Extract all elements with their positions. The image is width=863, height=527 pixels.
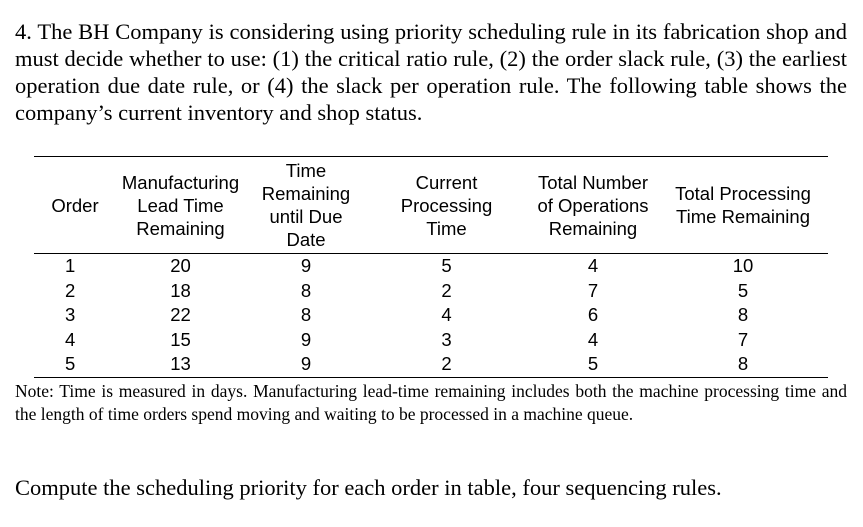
header-time-until-due: Time Remaining until Due Date bbox=[261, 160, 351, 250]
cell-current-processing-time: 2 bbox=[441, 353, 452, 374]
table-header-row bbox=[34, 157, 828, 254]
cell-operations-remaining: 7 bbox=[587, 279, 599, 301]
cell-order: 5 bbox=[65, 353, 76, 374]
cell-total-processing-time: 8 bbox=[737, 353, 749, 374]
cell-order: 4 bbox=[65, 328, 76, 350]
cell-lead-time: 20 bbox=[170, 255, 191, 276]
cell-lead-time: 13 bbox=[170, 353, 191, 374]
cell-current-processing-time: 3 bbox=[441, 328, 452, 350]
table-note: Note: Time is measured in days. Manufacturing lead-time remaining includes both the machine processing time and the length of time orders spend moving and waiting to be processed in a machine queue. bbox=[15, 381, 847, 424]
inventory-shop-status-table bbox=[34, 156, 828, 378]
cell-current-processing-time: 5 bbox=[441, 255, 452, 276]
cell-order: 1 bbox=[65, 255, 76, 276]
table-row bbox=[34, 254, 828, 279]
table-row bbox=[34, 303, 828, 328]
table-body bbox=[34, 254, 828, 378]
table-row bbox=[34, 328, 828, 353]
instruction-text: Compute the scheduling priority for each order in table, four sequencing rules. bbox=[15, 475, 722, 500]
cell-lead-time: 18 bbox=[170, 279, 191, 301]
cell-time-until-due: 9 bbox=[300, 328, 312, 350]
header-operations-remaining: Total Number of Operations Remaining bbox=[537, 171, 649, 239]
header-order: Order bbox=[51, 194, 99, 216]
table-row bbox=[34, 279, 828, 304]
cell-lead-time: 15 bbox=[170, 328, 191, 350]
cell-lead-time: 22 bbox=[170, 304, 191, 325]
cell-time-until-due: 9 bbox=[300, 353, 312, 374]
cell-current-processing-time: 4 bbox=[441, 304, 452, 325]
cell-operations-remaining: 6 bbox=[587, 304, 599, 325]
cell-current-processing-time: 2 bbox=[441, 279, 452, 301]
cell-operations-remaining: 4 bbox=[587, 328, 599, 350]
cell-total-processing-time: 7 bbox=[737, 328, 749, 350]
cell-total-processing-time: 5 bbox=[737, 279, 749, 301]
header-lead-time: Manufacturing Lead Time Remaining bbox=[121, 171, 240, 239]
table-header bbox=[34, 157, 828, 254]
cell-order: 2 bbox=[65, 279, 76, 301]
cell-time-until-due: 8 bbox=[300, 279, 312, 301]
header-total-processing-time: Total Processing Time Remaining bbox=[675, 183, 811, 227]
cell-operations-remaining: 4 bbox=[587, 255, 599, 276]
cell-time-until-due: 9 bbox=[300, 255, 312, 276]
header-current-processing-time: Current Processing Time bbox=[400, 171, 493, 239]
table-row bbox=[34, 352, 828, 377]
problem-statement: 4. The BH Company is considering using priority scheduling rule in its fabrication shop and must decide whether to use: (1) the critical ratio rule, (2) the order slack rule, (3) the earliest operation due date rule, or (4) the slack per operation rule. The following table shows the company’s current inventory and shop status. bbox=[15, 19, 847, 125]
cell-operations-remaining: 5 bbox=[587, 353, 599, 374]
cell-total-processing-time: 10 bbox=[732, 255, 754, 276]
cell-total-processing-time: 8 bbox=[737, 304, 749, 325]
cell-time-until-due: 8 bbox=[300, 304, 312, 325]
cell-order: 3 bbox=[65, 304, 76, 325]
